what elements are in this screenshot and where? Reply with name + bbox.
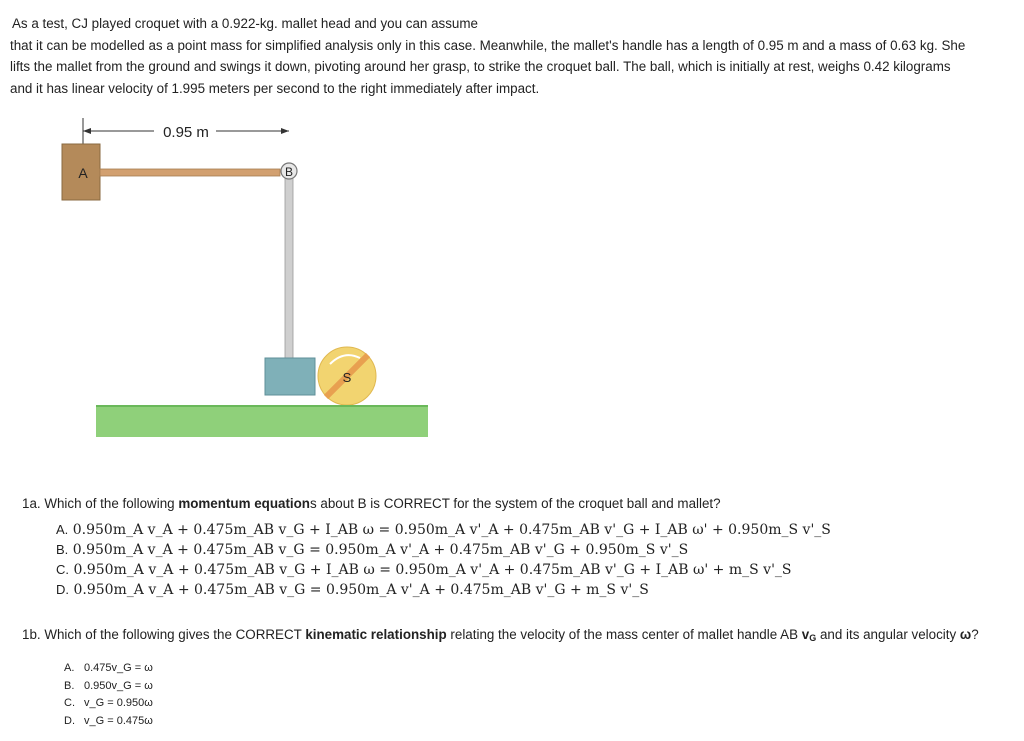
option-1a-d[interactable]: D. 0.950m_A v_A + 0.475m_AB v_G = 0.950m_A v'_A + 0.475m_AB v'_G + m_S v'_S — [56, 582, 649, 598]
option-1b-a[interactable]: A. 0.475v_G = ω — [64, 662, 153, 674]
option-1a-a[interactable]: A. 0.950m_A v_A + 0.475m_AB v_G + I_AB ω = 0.950m_A v'_A + 0.475m_AB v'_G + I_AB ω' + 0.950m_S v'_S — [56, 522, 831, 538]
option-1a-c[interactable]: C. 0.950m_A v_A + 0.475m_AB v_G + I_AB ω = 0.950m_A v'_A + 0.475m_AB v'_G + I_AB ω' + m_S v'_S — [56, 562, 792, 578]
mallet-shaft — [285, 172, 293, 362]
question-1a: 1a. Which of the following momentum equations about B is CORRECT for the system of the croquet ball and mallet? — [22, 496, 721, 511]
mallet-handle — [100, 169, 280, 176]
label-a: A — [78, 165, 88, 181]
problem-statement — [10, 13, 1010, 99]
option-1b-d[interactable]: D. v_G = 0.475ω — [64, 714, 153, 727]
question-1b: 1b. Which of the following gives the CORRECT kinematic relationship relating the velocity of the mass center of mallet handle AB vG and its angular velocity ω? — [22, 627, 979, 643]
mallet-diagram — [56, 112, 436, 442]
option-1a-b[interactable]: B. 0.950m_A v_A + 0.475m_AB v_G = 0.950m_A v'_A + 0.475m_AB v'_G + 0.950m_S v'_S — [56, 542, 689, 558]
option-1b-b[interactable]: B. 0.950v_G = ω — [64, 679, 153, 692]
intro-line-2: lifts the mallet from the ground and swings it down, pivoting around her grasp, to strike the croquet ball. The ball, which is initially at rest, weighs 0.42 kilograms — [10, 59, 951, 75]
label-s: S — [342, 370, 352, 385]
dimension-label: 0.95 m — [163, 124, 209, 141]
label-b: B — [284, 165, 294, 179]
intro-line-1: that it can be modelled as a point mass for simplified analysis only in this case. Meanwhile, the mallet's handle has a length of 0.95 m and a mass of 0.63 kg. She — [10, 37, 966, 53]
intro-line-3: and it has linear velocity of 1.995 meters per second to the right immediately after impact. — [10, 80, 540, 96]
dimension-arrow-left — [83, 128, 91, 134]
ground-edge — [96, 405, 428, 407]
ground — [96, 405, 428, 437]
mallet-striker — [265, 358, 315, 395]
intro-line-0: As a test, CJ played croquet with a 0.922-kg. mallet head and you can assume — [12, 16, 478, 31]
dimension-arrow-right — [281, 128, 289, 134]
question-1a-options — [56, 520, 831, 600]
option-1b-c[interactable]: C. v_G = 0.950ω — [64, 697, 153, 709]
question-1b-options — [64, 660, 153, 730]
